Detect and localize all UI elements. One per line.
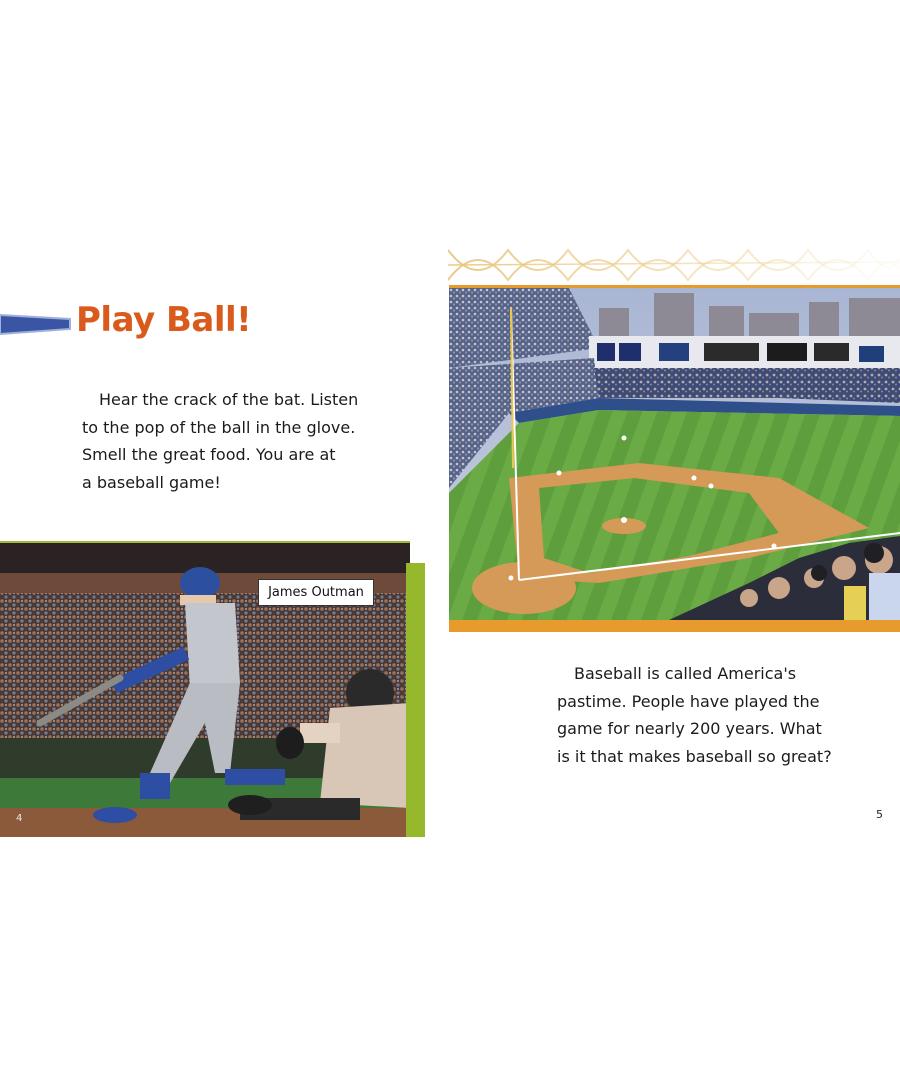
net-decoration <box>448 240 900 286</box>
intro-line: Hear the crack of the bat. Listen <box>99 390 359 409</box>
photo-caption: James Outman <box>258 579 374 606</box>
intro-line: Smell the great food. You are at <box>82 445 336 464</box>
left-page-number: 4 <box>16 813 23 824</box>
page-title: Play Ball! <box>76 300 252 340</box>
page-number: 5 <box>876 808 883 821</box>
intro-paragraph <box>82 386 362 496</box>
intro-line: to the pop of the ball in the glove. <box>82 417 356 437</box>
body-line: pastime. People have played the <box>557 691 820 711</box>
body-paragraph <box>557 660 857 770</box>
green-accent-bar <box>406 563 425 837</box>
stadium-photo <box>449 285 900 632</box>
body-line: game for nearly 200 years. What <box>557 719 822 738</box>
intro-line: a baseball game! <box>82 472 221 492</box>
body-line: is it that makes baseball so great? <box>557 746 832 766</box>
bat-graphic <box>0 307 72 341</box>
body-line: Baseball is called America's <box>574 664 797 683</box>
